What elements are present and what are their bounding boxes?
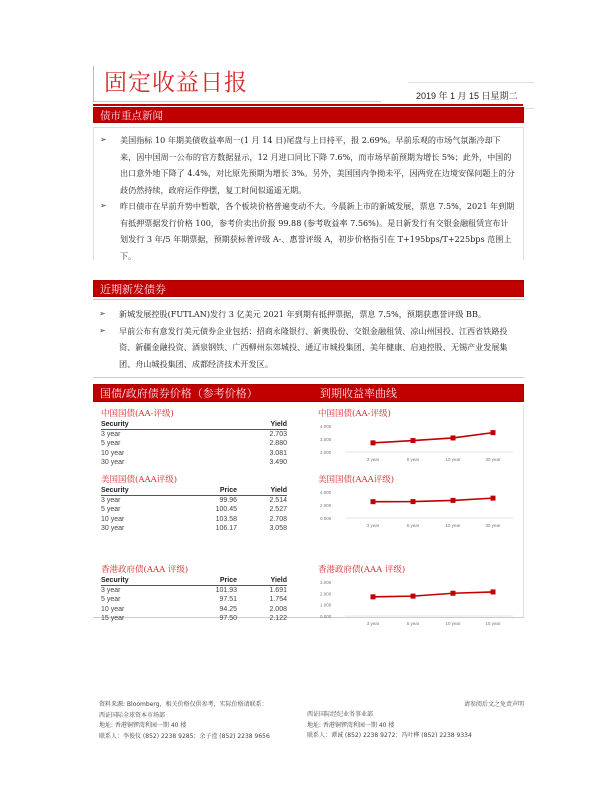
table-cell: 100.45 [215, 506, 237, 514]
table-row [101, 430, 287, 439]
table-row [101, 439, 287, 448]
table-cell: 99.96 [219, 497, 237, 504]
source-note: 资料来源: Bloomberg，相关价格仅供参考，实际价格请联系： [99, 701, 268, 708]
list-item [100, 198, 515, 264]
y-tick-label: 4.000 [320, 490, 332, 495]
section-header-new-issues: 近期新发债券 [93, 280, 524, 297]
table-cell: 3 year [101, 497, 121, 504]
chart-title: 美国国债(AAA评级) [318, 475, 395, 485]
x-tick-label: 5 year [406, 523, 420, 528]
y-tick-label: 4.000 [320, 424, 332, 429]
column-header: Security [101, 487, 129, 494]
y-tick-label: 2.000 [320, 503, 332, 508]
data-point [411, 594, 416, 599]
table-row [101, 515, 287, 524]
y-tick-label: 3.000 [320, 437, 332, 442]
chart-title: 中国国债(AA-评级) [318, 409, 391, 419]
table-cell: 101.93 [215, 587, 237, 594]
issue-text: 新城发展控股(FUTLAN)发行 3 亿美元 2021 年到期有抵押票据，票息 7.5%，预期获惠誉评级 BB。 [119, 309, 487, 319]
column-header: Price [219, 487, 237, 494]
table-cell: 2.008 [269, 605, 287, 613]
table-cell: 30 year [101, 458, 125, 466]
table-cell: 2.122 [269, 614, 287, 622]
x-tick-label: 10 year [445, 621, 461, 626]
bond-table [101, 475, 287, 533]
x-tick-label: 30 year [485, 457, 501, 462]
x-tick-label: 5 year [406, 457, 420, 462]
contact-line: 联系人：李俊仪 (852) 2238 9285；余子滢 (852) 2238 9656 [99, 732, 270, 740]
table-title: 美国国债(AAA评级) [101, 475, 178, 485]
table-row [101, 586, 287, 595]
y-tick-label: 2.000 [320, 450, 332, 455]
table-cell: 2.527 [269, 506, 287, 514]
x-tick-label: 10 year [445, 457, 461, 462]
data-point [491, 430, 496, 435]
y-tick-label: 3.000 [320, 580, 332, 585]
table-cell: 2.708 [269, 515, 287, 523]
contact-line: 地址: 香港铜锣湾利园一期 40 楼 [99, 722, 187, 729]
chart-plot [318, 486, 518, 538]
table-cell: 5 year [101, 506, 121, 514]
arrow-bullet-icon: ➢ [100, 135, 107, 144]
table-cell: 10 year [101, 515, 125, 523]
chart-plot [318, 420, 518, 472]
table-row [101, 496, 287, 505]
table-cell: 10 year [101, 605, 125, 613]
header-divider [93, 104, 523, 106]
data-point [451, 435, 456, 440]
prices-title: 国债/政府债券价格（参考价格） [100, 387, 258, 400]
table-cell: 2.880 [269, 440, 287, 448]
y-tick-label: 1.000 [320, 602, 332, 608]
data-point [491, 589, 496, 594]
table-header [101, 576, 287, 586]
table-cell: 3.081 [269, 449, 287, 457]
data-point [371, 440, 376, 445]
table-cell [177, 449, 237, 458]
data-point [451, 591, 456, 596]
table-cell: 103.58 [215, 515, 237, 523]
list-item [100, 132, 515, 198]
table-header [101, 420, 287, 430]
table-cell: 3.058 [269, 524, 287, 532]
table-cell: 1.754 [269, 596, 287, 604]
chart-plot [318, 576, 518, 636]
curve-title: 到期收益率曲线 [320, 387, 397, 400]
report-title: 固定收益日报 [93, 66, 381, 102]
yield-curve-chart [318, 565, 518, 636]
table-cell: 97.50 [219, 614, 237, 622]
table-cell: 3 year [101, 587, 121, 594]
table-cell: 3.490 [269, 458, 287, 466]
issue-text: 早前公布有意发行美元债券企业包括：招商永隆银行、新奥股份、交银金融租赁、凉山州国投、江西省铁路投资、新疆金融投资、酒泉钢铁、广西柳州东郊城投、通辽市城投集团、美年健康、启迪控股、无锡产业发展集团、舟山城投集团、成都经济技术开发区。 [119, 325, 508, 369]
x-tick-label: 3 year [366, 523, 380, 528]
disclaimer-note: 请参阅后文之免责声明 [463, 701, 524, 708]
arrow-bullet-icon: ➢ [99, 309, 106, 318]
x-tick-label: 5 year [406, 621, 420, 626]
arrow-bullet-icon: ➢ [100, 201, 107, 210]
table-cell: 3 year [101, 431, 121, 438]
chart-title: 香港政府债(AAA 评级) [318, 565, 406, 575]
column-header [177, 420, 237, 429]
table-row [101, 524, 287, 533]
table-cell [177, 430, 237, 439]
y-tick-label: 0.000 [320, 516, 332, 521]
table-cell: 94.25 [219, 605, 237, 613]
section-header-prices [93, 384, 524, 402]
report-date: 2019 年 1 月 15 日星期二 [408, 82, 534, 109]
table-header [101, 486, 287, 496]
bond-table [101, 409, 287, 467]
table-title: 中国国债(AA-评级) [101, 409, 174, 419]
column-header: Price [219, 577, 237, 584]
news-list [93, 127, 524, 260]
data-point [491, 496, 496, 501]
table-cell: 106.17 [215, 524, 237, 532]
data-point [411, 499, 416, 504]
x-tick-label: 30 year [485, 523, 501, 528]
contact-line: 西证国际经纪业务事业部 [307, 711, 374, 718]
data-point [451, 498, 456, 503]
section-header-news: 债市重点新闻 [93, 107, 524, 123]
column-header: Security [101, 577, 129, 584]
contact-line: 联系人：谭诚 (852) 2238 9272；冯叶桦 (852) 2238 9334 [307, 732, 472, 739]
bond-table [101, 565, 287, 623]
yield-curve-chart [318, 475, 518, 538]
table-cell: 2.703 [269, 431, 287, 438]
yield-curve-chart [318, 409, 518, 472]
y-tick-label: 0.000 [320, 614, 332, 619]
data-point [371, 499, 376, 504]
column-header: Yield [270, 577, 287, 584]
list-item [99, 323, 516, 373]
table-row [101, 595, 287, 604]
table-cell: 15 year [101, 614, 125, 622]
arrow-bullet-icon: ➢ [99, 325, 106, 335]
y-tick-label: 2.000 [320, 591, 332, 597]
new-issues-list [93, 299, 524, 378]
table-cell: 5 year [101, 440, 121, 448]
table-row [101, 458, 287, 467]
table-cell: 97.51 [219, 596, 237, 604]
bond-panel [93, 405, 524, 626]
table-row [101, 605, 287, 614]
series-line [373, 498, 493, 502]
x-tick-label: 10 year [445, 523, 461, 528]
table-cell: 30 year [101, 524, 125, 532]
x-tick-label: 15 year [485, 621, 501, 626]
series-line [373, 592, 493, 597]
data-point [371, 594, 376, 599]
table-cell: 5 year [101, 596, 121, 604]
list-item [99, 306, 516, 323]
table-cell: 2.514 [269, 497, 287, 504]
column-header: Yield [270, 487, 287, 494]
x-tick-label: 3 year [366, 457, 380, 462]
contact-line: 地址: 香港铜锣湾利园一期 40 楼 [307, 721, 395, 729]
table-cell [177, 458, 237, 467]
column-header: Security [101, 421, 129, 428]
table-cell [177, 439, 237, 448]
table-cell: 10 year [101, 449, 125, 457]
table-row [101, 505, 287, 514]
news-text: 美国指标 10 年期美债收益率周一(1 月 14 日)尾盘与上日持平，报 2.69%。早前乐观的市场气氛渐冷却下来，因中国周一公布的官方数据显示，12 月进口同比下降 7.6%，而市场早前预期为增长 5%；此外，中国的出口意外地下降了 4.4%，对比原先预期为增长 3%。另外，美国国内争拗未平，因两党在边境安保问题上的分歧仍然持续，政府运作停摆，复工时间似遥遥无期。 [120, 135, 515, 195]
x-tick-label: 3 year [366, 621, 380, 626]
column-header: Yield [270, 421, 287, 428]
table-row [101, 614, 287, 623]
series-line [373, 433, 493, 443]
contact-line: 西证国际全球资本市场部 [99, 711, 166, 719]
data-point [411, 438, 416, 443]
table-cell: 1.691 [269, 587, 287, 594]
table-title: 香港政府债(AAA 评级) [101, 565, 189, 575]
table-row [101, 449, 287, 458]
news-text: 昨日债市在早前升势中暂歇，各个板块价格普遍变动不大。今晨新上市的新城发展，票息 7.5%，2021 年到期有抵押票据发行价格 100，参考价卖出价报 99.88 (参考收益率 7.56%)。是日新发行有交银金融租赁宣布计划发行 3 年/5 年期票据，预期获标普评级 A-、惠誉评级 A，初步价格指引在 T+195bps/T+225bps 范围上下。 [120, 201, 515, 261]
